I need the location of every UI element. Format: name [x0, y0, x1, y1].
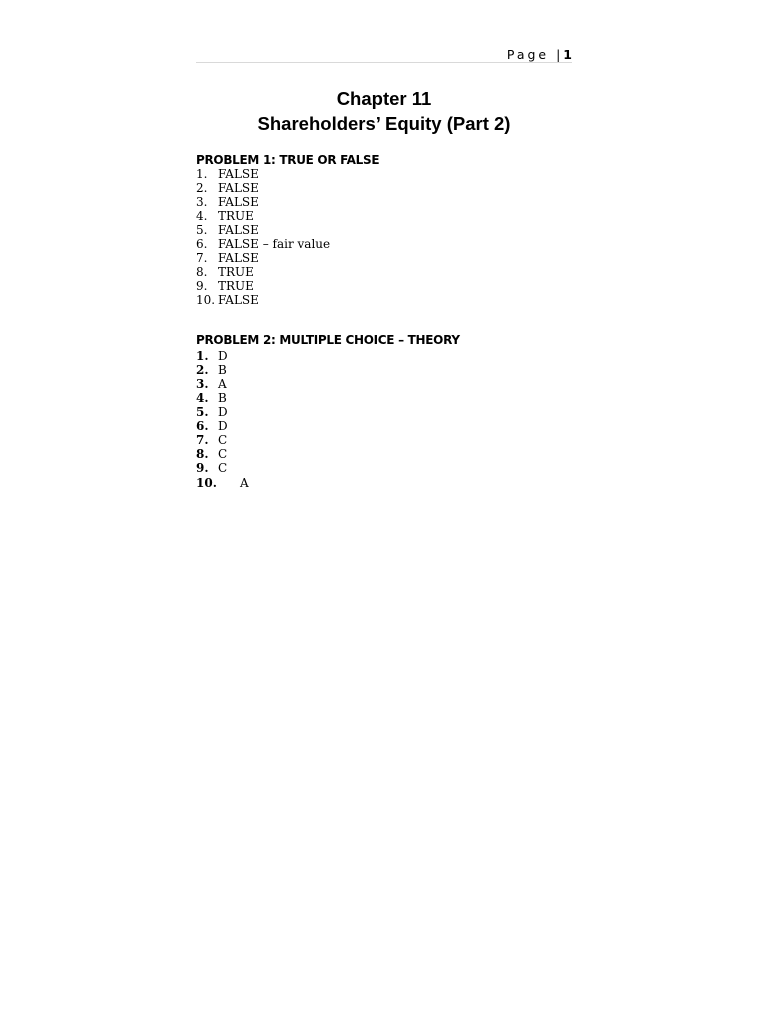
list-item: [196, 293, 330, 307]
problem1-heading: PROBLEM 1: TRUE OR FALSE: [196, 153, 380, 167]
item-number: 5.: [196, 405, 209, 419]
chapter-title: Chapter 11: [336, 88, 432, 109]
item-answer: D: [218, 349, 228, 363]
item-number: 6.: [196, 419, 209, 433]
list-item: [196, 223, 330, 237]
item-answer: TRUE: [218, 279, 254, 293]
item-number: 5.: [196, 223, 208, 237]
item-number: 2.: [196, 363, 209, 377]
item-answer: C: [218, 461, 228, 475]
page-number: 1: [563, 47, 572, 62]
problem1-answer-list: [196, 167, 330, 307]
item-answer: A: [218, 377, 227, 391]
item-number: 9.: [196, 461, 209, 475]
item-number: 6.: [196, 237, 208, 251]
problem2-answer-list: [196, 349, 249, 490]
list-item: [196, 237, 330, 251]
item-answer: C: [218, 433, 228, 447]
item-answer: D: [218, 405, 228, 419]
item-number: 4.: [196, 209, 208, 223]
item-number: 3.: [196, 377, 209, 391]
list-item: [196, 461, 249, 475]
item-answer: B: [218, 363, 227, 377]
item-number: 10.: [196, 293, 216, 307]
item-answer: FALSE: [218, 181, 259, 195]
list-item: [196, 251, 330, 265]
item-number: 1.: [196, 167, 208, 181]
list-item: [196, 195, 330, 209]
item-answer: TRUE: [218, 209, 254, 223]
item-number: 9.: [196, 279, 208, 293]
item-answer: A: [240, 476, 249, 490]
list-item: [196, 265, 330, 279]
list-item: [196, 279, 330, 293]
item-number: 4.: [196, 391, 209, 405]
list-item: [196, 419, 249, 433]
item-answer: D: [218, 419, 228, 433]
list-item: [196, 363, 249, 377]
item-answer: TRUE: [218, 265, 254, 279]
item-answer: FALSE: [218, 167, 259, 181]
item-answer: B: [218, 391, 227, 405]
list-item: [196, 167, 330, 181]
list-item: [196, 209, 330, 223]
item-answer: FALSE: [218, 195, 259, 209]
item-number: 2.: [196, 181, 208, 195]
list-item: [196, 447, 249, 461]
item-answer: FALSE: [218, 251, 259, 265]
item-number: 10.: [196, 476, 217, 490]
list-item: [196, 377, 249, 391]
chapter-subtitle: Shareholders’ Equity (Part 2): [257, 113, 511, 134]
item-number: 3.: [196, 195, 208, 209]
list-item: [196, 391, 249, 405]
problem2-heading: PROBLEM 2: MULTIPLE CHOICE – THEORY: [196, 333, 460, 347]
item-number: 8.: [196, 447, 209, 461]
item-number: 7.: [196, 251, 208, 265]
list-item: [196, 349, 249, 363]
item-number: 1.: [196, 349, 209, 363]
item-answer: C: [218, 447, 228, 461]
list-item: [196, 405, 249, 419]
page-header: [196, 47, 572, 63]
list-item: [196, 476, 249, 490]
item-answer: FALSE: [218, 223, 259, 237]
item-number: 7.: [196, 433, 209, 447]
item-answer: FALSE – fair value: [218, 237, 331, 251]
page-label: Page |: [506, 47, 564, 62]
list-item: [196, 433, 249, 447]
item-number: 8.: [196, 265, 208, 279]
item-answer: FALSE: [218, 293, 259, 307]
list-item: [196, 181, 330, 195]
